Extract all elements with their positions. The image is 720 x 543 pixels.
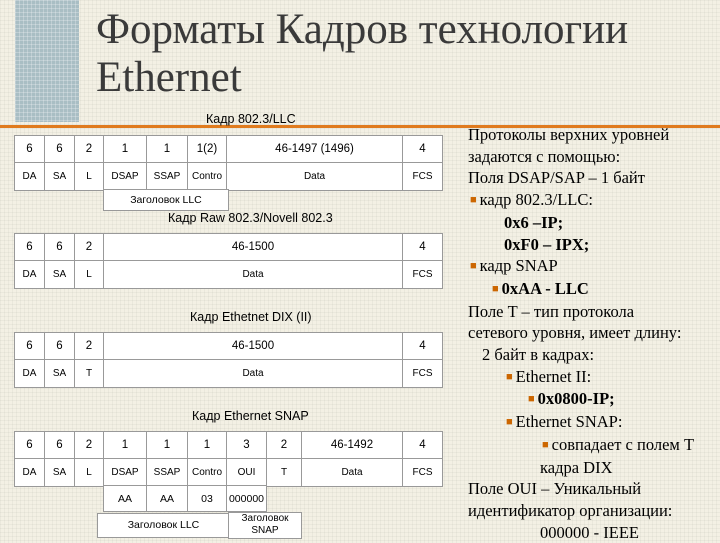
dix-field-t: T [75,360,104,388]
snap-caption-line-2: SNAP [251,525,279,536]
llc-size-fcs: 4 [403,136,443,163]
snap-caption-line-1: Заголовок [241,513,289,524]
note-line: Поле T – тип протокола [468,301,635,321]
llc-header-caption: Заголовок LLC [103,189,229,211]
llc-size-l: 2 [75,136,104,163]
note-line: совпадает с полем T [551,434,695,454]
snap-field-l: L [75,459,104,487]
frame-llc-title: Кадр 802.3/LLC [206,112,296,126]
dix-size-data: 46-1500 [104,333,403,360]
note-line: сетевого уровня, имеет длину: [468,323,682,343]
frame-dix-table [14,332,443,388]
decorative-stripe [15,0,79,122]
llc-size-control: 1(2) [188,136,227,163]
snap-field-da: DA [15,459,45,487]
title-line-1: Форматы Кадров технологии [96,6,629,53]
llc-field-l: L [75,163,104,191]
llc-size-dsap: 1 [104,136,147,163]
raw-field-l: L [75,261,104,289]
raw-field-fcs: FCS [403,261,443,289]
bullet-icon: ■ [492,282,499,295]
snap-size-da: 6 [15,432,45,459]
bullet-icon: ■ [470,260,477,273]
raw-field-sa: SA [45,261,75,289]
snap-field-oui: OUI [227,459,267,487]
note-line: Ethernet SNAP: [515,412,623,432]
snap-field-fcs: FCS [403,459,443,487]
note-line: Поля DSAP/SAP – 1 байт [468,168,645,188]
frame-llc-table [14,135,443,191]
raw-size-da: 6 [15,234,45,261]
snap-size-data: 46-1492 [302,432,403,459]
dix-field-data: Data [104,360,403,388]
bullet-icon: ■ [542,438,549,451]
snap-size-ssap: 1 [147,432,188,459]
dix-size-t: 2 [75,333,104,360]
llc-size-data: 46-1497 (1496) [227,136,403,163]
bullet-icon: ■ [528,393,535,406]
title-line-2: Ethernet [96,54,242,101]
note-line: 000000 - IEEE [540,522,639,542]
dix-size-da: 6 [15,333,45,360]
frame-raw-table [14,233,443,289]
snap-field-sa: SA [45,459,75,487]
frame-raw-title: Кадр Raw 802.3/Novell 802.3 [168,211,333,225]
note-line: 0x0800-IP; [537,389,615,409]
snap-size-fcs: 4 [403,432,443,459]
dix-field-da: DA [15,360,45,388]
note-line: 2 байт в кадрах: [482,345,595,365]
snap-values-table [103,485,267,512]
note-line: кадр SNAP [479,256,558,276]
raw-size-data: 46-1500 [104,234,403,261]
dix-field-sa: SA [45,360,75,388]
note-line: задаются с помощью: [468,146,621,166]
snap-value-control: 03 [188,486,227,512]
note-line: 0xAA - LLC [501,278,589,298]
snap-value-ssap: AA [147,486,188,512]
snap-value-oui: 000000 [227,486,267,512]
note-line: 0xF0 – IPX; [504,234,590,254]
snap-size-dsap: 1 [104,432,147,459]
llc-field-sa: SA [45,163,75,191]
snap-size-t: 2 [267,432,302,459]
llc-field-fcs: FCS [403,163,443,191]
note-line: идентификатор организации: [468,500,673,520]
dix-field-fcs: FCS [403,360,443,388]
raw-size-l: 2 [75,234,104,261]
snap-header-caption [228,512,302,539]
raw-size-sa: 6 [45,234,75,261]
frame-snap-title: Кадр Ethernet SNAP [192,409,309,423]
frame-dix-title: Кадр Ethetnet DIX (II) [190,310,312,324]
note-line: кадра DIX [540,457,613,477]
llc-size-ssap: 1 [147,136,188,163]
snap-llc-caption: Заголовок LLC [97,513,230,538]
llc-field-ssap: SSAP [147,163,188,191]
bullet-icon: ■ [506,416,513,429]
note-line: 0x6 –IP; [504,212,564,232]
snap-field-t: T [267,459,302,487]
snap-size-sa: 6 [45,432,75,459]
dix-size-fcs: 4 [403,333,443,360]
note-line: кадр 802.3/LLC: [479,190,593,210]
bullet-icon: ■ [470,194,477,207]
note-line: Ethernet II: [515,366,592,386]
raw-field-data: Data [104,261,403,289]
llc-size-da: 6 [15,136,45,163]
dix-size-sa: 6 [45,333,75,360]
snap-size-l: 2 [75,432,104,459]
snap-field-dsap: DSAP [104,459,147,487]
snap-value-dsap: AA [104,486,147,512]
note-line: Поле OUI – Уникальный [468,479,642,499]
llc-field-control: Contro [188,163,227,191]
snap-field-ssap: SSAP [147,459,188,487]
raw-field-da: DA [15,261,45,289]
snap-size-control: 1 [188,432,227,459]
llc-field-dsap: DSAP [104,163,147,191]
raw-size-fcs: 4 [403,234,443,261]
note-line: Протоколы верхних уровней [468,125,670,144]
frame-snap-table [14,431,443,487]
snap-field-data: Data [302,459,403,487]
protocol-notes [462,124,716,543]
llc-size-sa: 6 [45,136,75,163]
snap-size-oui: 3 [227,432,267,459]
llc-field-da: DA [15,163,45,191]
bullet-icon: ■ [506,370,513,383]
llc-field-data: Data [227,163,403,191]
slide-title [96,6,706,102]
snap-field-control: Contro [188,459,227,487]
